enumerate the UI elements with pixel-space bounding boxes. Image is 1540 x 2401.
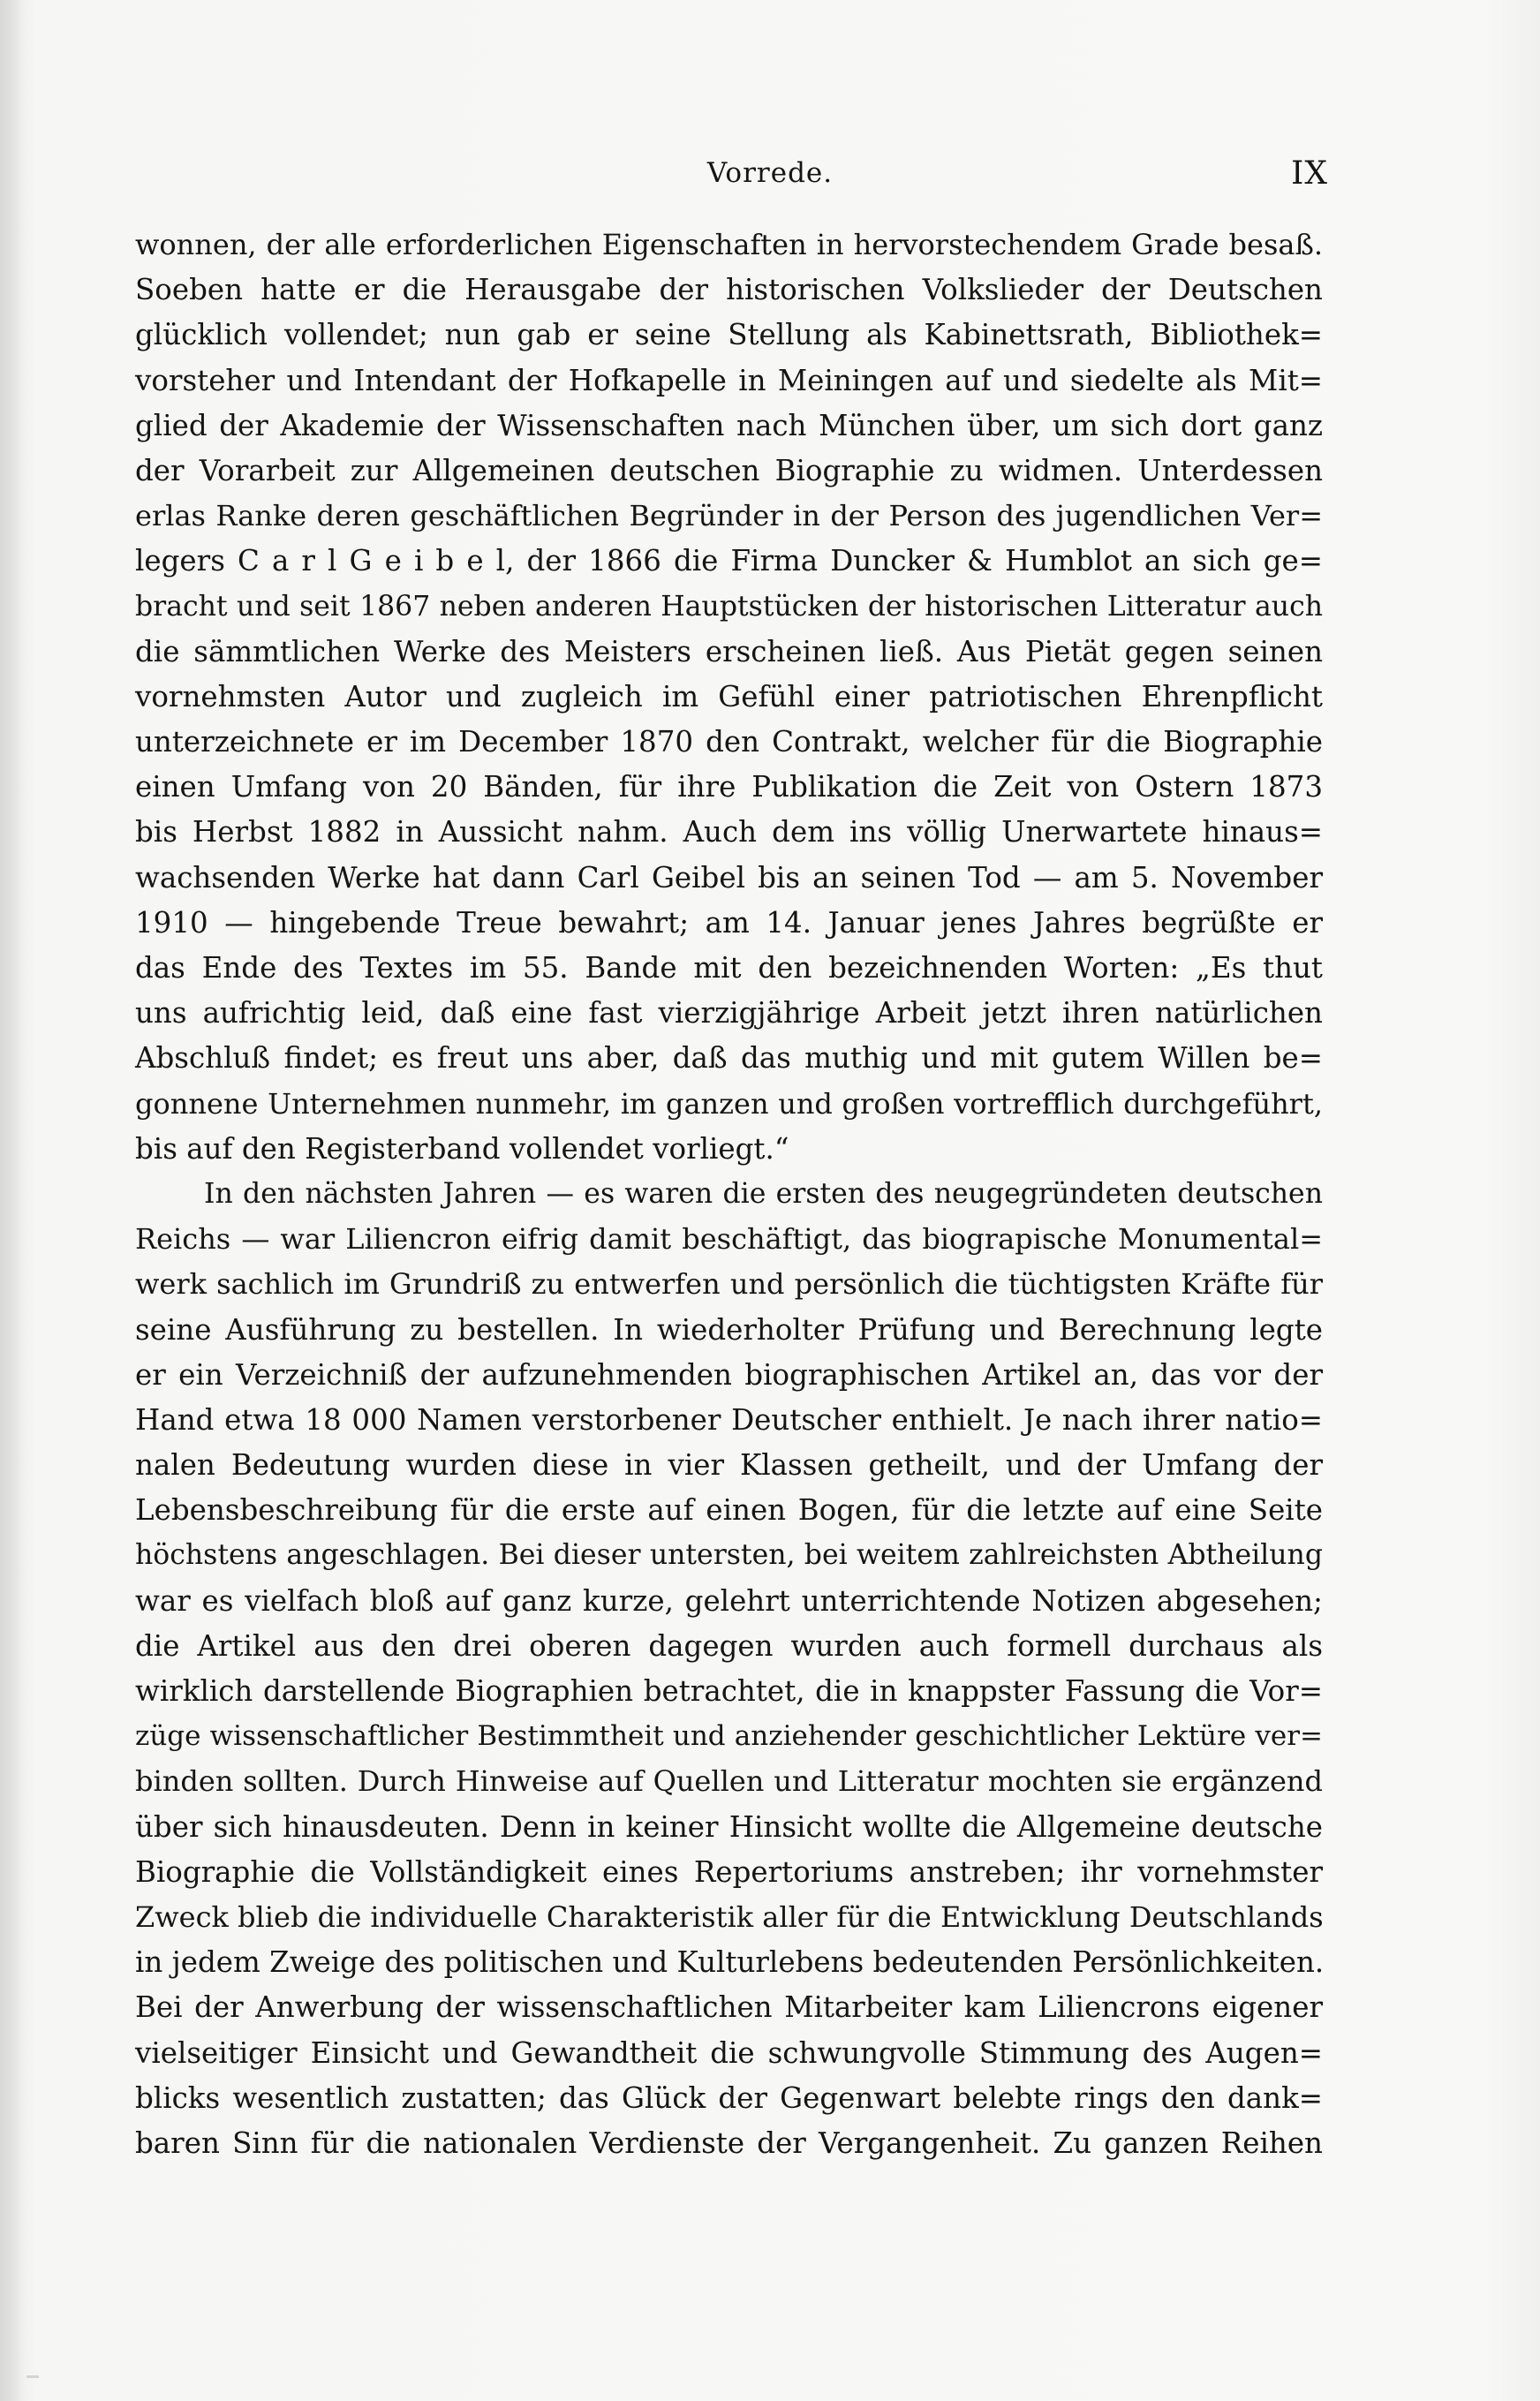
text-line: wirklich darstellende Biographien betrachtet, die in knappster Fassung die Vor=: [135, 1674, 1323, 1708]
text-line: vielseitiger Einsicht und Gewandtheit die schwungvolle Stimmung des Augen=: [135, 2035, 1323, 2070]
text-line: blicks wesentlich zustatten; das Glück der Gegenwart belebte rings den dank=: [135, 2080, 1323, 2115]
text-line: bis auf den Registerband vollendet vorliegt.“: [135, 1131, 789, 1166]
page-gutter-shadow: [0, 0, 25, 2401]
text-line: nalen Bedeutung wurden diese in vier Klassen getheilt, und der Umfang der: [135, 1448, 1323, 1483]
text-line: höchstens angeschlagen. Bei dieser untersten, bei weitem zahlreichsten Abtheilung: [135, 1539, 1323, 1572]
text-line: 1910 — hingebende Treue bewahrt; am 14. Januar jenes Jahres begrüßte er: [135, 905, 1323, 940]
text-line: wachsenden Werke hat dann Carl Geibel bis an seinen Tod — am 5. November: [135, 860, 1323, 895]
text-line: glied der Akademie der Wissenschaften nach München über, um sich dort ganz: [135, 408, 1323, 442]
text-line: bracht und seit 1867 neben anderen Hauptstücken der historischen Litteratur auch: [135, 590, 1323, 623]
text-line: wonnen, der alle erforderlichen Eigenschaften in hervorstechendem Grade besaß.: [135, 228, 1323, 261]
text-line: das Ende des Textes im 55. Bande mit den bezeichnenden Worten: „Es thut: [135, 951, 1323, 985]
text-line: baren Sinn für die nationalen Verdienste der Vergangenheit. Zu ganzen Reihen: [135, 2125, 1323, 2160]
text-line: war es vielfach bloß auf ganz kurze, gelehrt unterrichtende Notizen abgesehen;: [135, 1583, 1323, 1618]
text-line: uns aufrichtig leid, daß eine fast vierzigjährige Arbeit jetzt ihren natürlichen: [135, 996, 1323, 1031]
text-line: werk sachlich im Grundriß zu entwerfen und persönlich die tüchtigsten Kräfte für: [135, 1267, 1323, 1302]
text-line: erlas Ranke deren geschäftlichen Begründer in der Person des jugendlichen Ver=: [135, 499, 1323, 533]
text-line: Hand etwa 18 000 Namen verstorbener Deutscher enthielt. Je nach ihrer natio=: [135, 1402, 1323, 1437]
text-line: Reichs — war Liliencron eifrig damit beschäftigt, das biograpische Monumental=: [135, 1222, 1323, 1257]
page-number: IX: [1291, 155, 1328, 192]
text-line: legers C a r l G e i b e l, der 1866 die Firma Duncker & Humblot an sich ge=: [135, 544, 1323, 578]
text-line: Biographie die Vollständigkeit eines Repertoriums anstreben; ihr vornehmster: [135, 1854, 1323, 1889]
text-line: er ein Verzeichniß der aufzunehmenden biographischen Artikel an, das vor der: [135, 1357, 1323, 1392]
text-line: bis Herbst 1882 in Aussicht nahm. Auch dem ins völlig Unerwartete hinaus=: [135, 815, 1323, 849]
running-head: [0, 150, 1540, 203]
text-line: einen Umfang von 20 Bänden, für ihre Publikation die Zeit von Ostern 1873: [135, 770, 1323, 804]
text-line: Lebensbeschreibung für die erste auf einen Bogen, für die letzte auf eine Seite: [135, 1493, 1323, 1528]
text-line: die sämmtlichen Werke des Meisters erscheinen ließ. Aus Pietät gegen seinen: [135, 634, 1323, 668]
text-line: der Vorarbeit zur Allgemeinen deutschen Biographie zu widmen. Unterdessen: [135, 453, 1323, 487]
running-head-title: Vorrede.: [706, 157, 834, 189]
text-line: die Artikel aus den drei oberen dagegen wurden auch formell durchaus als: [135, 1628, 1323, 1663]
body-text: [135, 223, 1323, 2166]
text-line: glücklich vollendet; nun gab er seine Stellung als Kabinettsrath, Bibliothek=: [135, 318, 1323, 352]
text-line: Zweck blieb die individuelle Charakteristik aller für die Entwicklung Deutschlands: [135, 1899, 1324, 1934]
text-line: züge wissenschaftlicher Bestimmtheit und anziehender geschichtlicher Lektüre ver=: [135, 1720, 1323, 1753]
text-line: Soeben hatte er die Herausgabe der historischen Volkslieder der Deutschen: [135, 273, 1323, 307]
text-line: Abschluß findet; es freut uns aber, daß das muthig und mit gutem Willen be=: [135, 1041, 1323, 1076]
text-line: in jedem Zweige des politischen und Kulturlebens bedeutenden Persönlichkeiten.: [135, 1945, 1325, 1980]
text-line: gonnene Unternehmen nunmehr, im ganzen und großen vortrefflich durchgeführt,: [135, 1086, 1323, 1121]
text-line: binden sollten. Durch Hinweise auf Quellen und Litteratur mochten sie ergänzend: [135, 1764, 1323, 1799]
text-line: unterzeichnete er im December 1870 den Contrakt, welcher für die Biographie: [135, 725, 1323, 759]
text-line: In den nächsten Jahren — es waren die ersten des neugegründeten deutschen: [204, 1177, 1323, 1210]
text-line: seine Ausführung zu bestellen. In wiederholter Prüfung und Berechnung legte: [135, 1312, 1323, 1347]
text-line: vornehmsten Autor und zugleich im Gefühl einer patriotischen Ehrenpflicht: [135, 679, 1323, 714]
scan-artifact: [26, 2375, 39, 2378]
text-line: Bei der Anwerbung der wissenschaftlichen Mitarbeiter kam Liliencrons eigener: [135, 1990, 1323, 2025]
text-line: vorsteher und Intendant der Hofkapelle in Meiningen auf und siedelte als Mit=: [135, 363, 1323, 397]
text-line: über sich hinausdeuten. Denn in keiner Hinsicht wollte die Allgemeine deutsche: [135, 1809, 1323, 1844]
